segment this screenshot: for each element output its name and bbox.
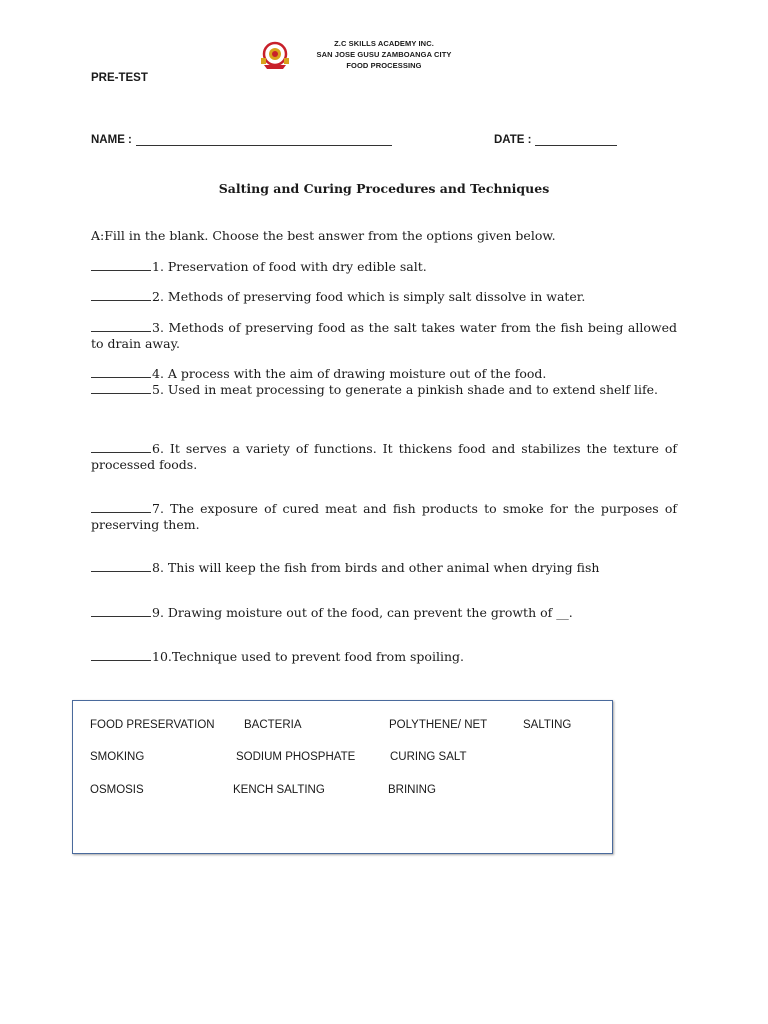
question-item: 7. The exposure of cured meat and fish products to smoke for the purposes of preserving them. <box>91 501 677 532</box>
name-label: NAME : <box>91 134 132 146</box>
answer-blank <box>91 366 151 378</box>
option-item: SMOKING <box>90 751 145 763</box>
question-item: 8. This will keep the fish from birds and other animal when drying fish <box>91 560 677 576</box>
school-address: SAN JOSE GUSU ZAMBOANGA CITY <box>316 50 452 59</box>
course-name: FOOD PROCESSING <box>346 61 422 70</box>
question-item: 9. Drawing moisture out of the food, can prevent the growth of __. <box>91 605 677 621</box>
option-item: OSMOSIS <box>90 784 144 796</box>
option-item: BACTERIA <box>244 719 302 731</box>
option-item: POLYTHENE/ NET <box>389 719 488 731</box>
school-name: Z.C SKILLS ACADEMY INC. <box>334 39 434 48</box>
answer-blank <box>91 441 151 453</box>
option-item: FOOD PRESERVATION <box>90 719 215 731</box>
worksheet-title: Salting and Curing Procedures and Techniques <box>218 181 550 196</box>
question-item: 6. It serves a variety of functions. It thickens food and stabilizes the texture of processed foods. <box>91 441 677 472</box>
question-item: 5. Used in meat processing to generate a pinkish shade and to extend shelf life. <box>91 382 677 398</box>
date-blank <box>535 133 617 146</box>
school-header <box>0 38 768 71</box>
question-item: 10.Technique used to prevent food from spoiling. <box>91 649 677 665</box>
instruction-text: A:Fill in the blank. Choose the best answer from the options given below. <box>91 228 556 243</box>
answer-blank <box>91 320 151 332</box>
answer-blank <box>91 605 151 617</box>
option-item: BRINING <box>388 784 436 796</box>
question-item: 4. A process with the aim of drawing moisture out of the food. <box>91 366 677 382</box>
answer-blank <box>91 259 151 271</box>
option-item: SODIUM PHOSPHATE <box>236 751 356 763</box>
name-blank <box>136 133 392 146</box>
answer-blank <box>91 560 151 572</box>
test-label: PRE-TEST <box>91 72 148 84</box>
answer-blank <box>91 382 151 394</box>
option-item: CURING SALT <box>390 751 467 763</box>
answer-blank <box>91 501 151 513</box>
answer-blank <box>91 649 151 661</box>
answer-blank <box>91 289 151 301</box>
option-item: SALTING <box>523 719 572 731</box>
date-label: DATE : <box>494 134 532 146</box>
question-item: 1. Preservation of food with dry edible salt. <box>91 259 677 275</box>
date-field <box>494 133 617 146</box>
name-field <box>91 133 392 146</box>
question-item: 3. Methods of preserving food as the salt takes water from the fish being allowed to drain away. <box>91 320 677 351</box>
option-item: KENCH SALTING <box>233 784 325 796</box>
question-item: 2. Methods of preserving food which is simply salt dissolve in water. <box>91 289 677 305</box>
answer-options-box <box>72 700 613 854</box>
